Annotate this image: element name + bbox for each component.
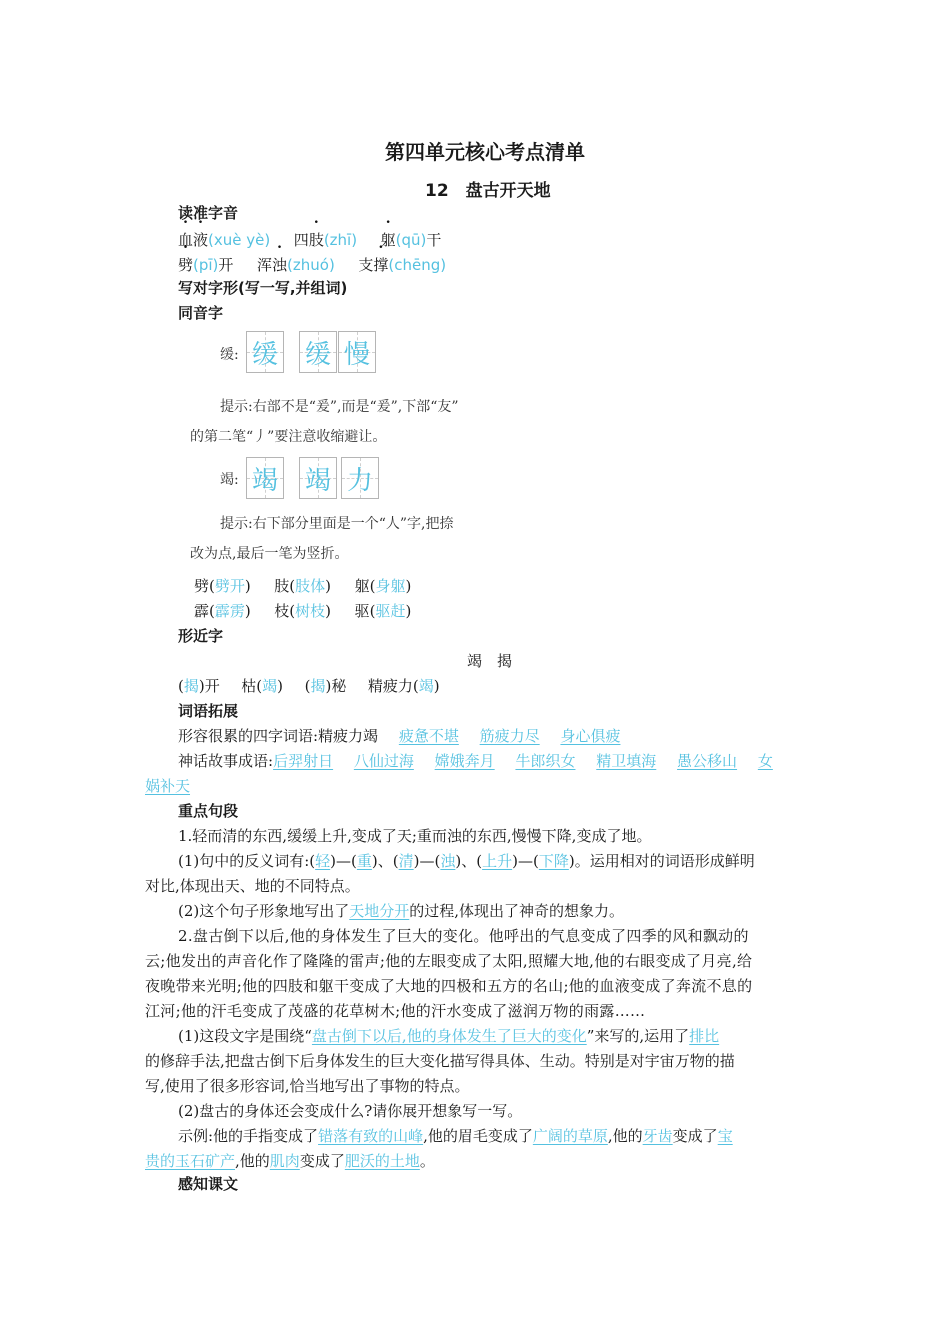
heading-word-extension: 词语拓展 [178,702,239,720]
question-1-1: (1)句中的反义词有:(轻)—(重)、(清)—(浊)、(上升)—(下降)。运用相对的词语形成鲜明 [178,852,755,870]
word-row-2: 霹(霹雳) 枝(树枝) 驱(驱赶) [194,602,412,620]
heading-key-passages: 重点句段 [178,802,239,820]
heading-text-perception: 感知课文 [178,1175,239,1193]
heading-writing: 写对字形(写一写,并组词) [178,279,348,297]
pinyin-row-1: 血液(xuè yè) 四肢(zhī) 躯(qū)干 [178,231,442,249]
question-1-1-cont: 对比,体现出天、地的不同特点。 [145,877,360,895]
question-1-2: (2)这个句子形象地写出了天地分开的过程,体现出了神奇的想象力。 [178,902,625,920]
heading-homophone: 同音字 [178,304,224,322]
page-title: 第四单元核心考点清单 [385,140,585,164]
hint-text: 的第二笔“丿”要注意收缩避让。 [190,429,387,445]
heading-similar-chars: 形近字 [178,627,224,645]
grid-box: 竭 [246,457,284,499]
passage-2-line: 云;他发出的声音化作了隆隆的雷声;他的左眼变成了太阳,照耀大地,他的右眼变成了月亮,给 [145,952,753,970]
grid-box: 慢 [338,331,376,373]
hint-text: 提示:右部不是“爰”,而是“爰”,下部“友” [220,399,459,415]
char-label-jie: 竭: [220,472,239,488]
grid-box: 缓 [246,331,284,373]
heading-pronunciation: 读准字音 [178,204,239,222]
hint-text: 提示:右下部分里面是一个“人”字,把捺 [220,516,454,532]
similar-chars-line: (揭)开 枯(竭) (揭)秘 精疲力(竭) [178,677,440,695]
grid-box: 力 [341,457,379,499]
passage-2-line: 江河;他的汗毛变成了茂盛的花草树木;他的汗水变成了滋润万物的雨露…… [145,1002,646,1020]
grid-box: 竭 [299,457,337,499]
idiom-line-1: 形容很累的四字词语:精疲力竭 疲惫不堪 筋疲力尽 身心俱疲 [178,727,621,745]
question-2-1: (1)这段文字是围绕“盘古倒下以后,他的身体发生了巨大的变化”来写的,运用了排比 [178,1027,720,1045]
question-2-2: (2)盘古的身体还会变成什么?请你展开想象写一写。 [178,1102,523,1120]
similar-chars: 竭 揭 [467,652,513,670]
example-answer: 示例:他的手指变成了错落有致的山峰,他的眉毛变成了广阔的草原,他的牙齿变成了宝 [178,1127,733,1145]
hint-text: 改为点,最后一笔为竖折。 [190,546,349,562]
char-label-huan: 缓: [220,347,239,363]
question-2-1-cont: 的修辞手法,把盘古倒下后身体发生的巨大变化描写得具体、生动。特别是对宇宙万物的描 [145,1052,735,1070]
passage-1: 1.轻而清的东西,缓缓上升,变成了天;重而浊的东西,慢慢下降,变成了地。 [178,827,652,845]
lesson-title: 12 盘古开天地 [425,181,551,201]
passage-2-line: 夜晚带来光明;他的四肢和躯干变成了大地的四极和五方的名山;他的血液变成了奔流不息的 [145,977,753,995]
idiom-line-2-cont: 娲补天 [145,777,191,795]
grid-box: 缓 [299,331,337,373]
pinyin-row-2: 劈(pī)开 浑浊(zhuó) 支撑(chēng) [178,256,447,274]
idiom-line-2: 神话故事成语:后羿射日 八仙过海 嫦娥奔月 牛郎织女 精卫填海 愚公移山 女 [178,752,773,770]
passage-2-line: 2.盘古倒下以后,他的身体发生了巨大的变化。他呼出的气息变成了四季的风和飘动的 [178,927,749,945]
question-2-1-cont: 写,使用了很多形容词,恰当地写出了事物的特点。 [145,1077,470,1095]
word-row-1: 劈(劈开) 肢(肢体) 躯(身躯) [194,577,412,595]
example-answer-cont: 贵的玉石矿产,他的肌肉变成了肥沃的土地。 [145,1152,435,1170]
